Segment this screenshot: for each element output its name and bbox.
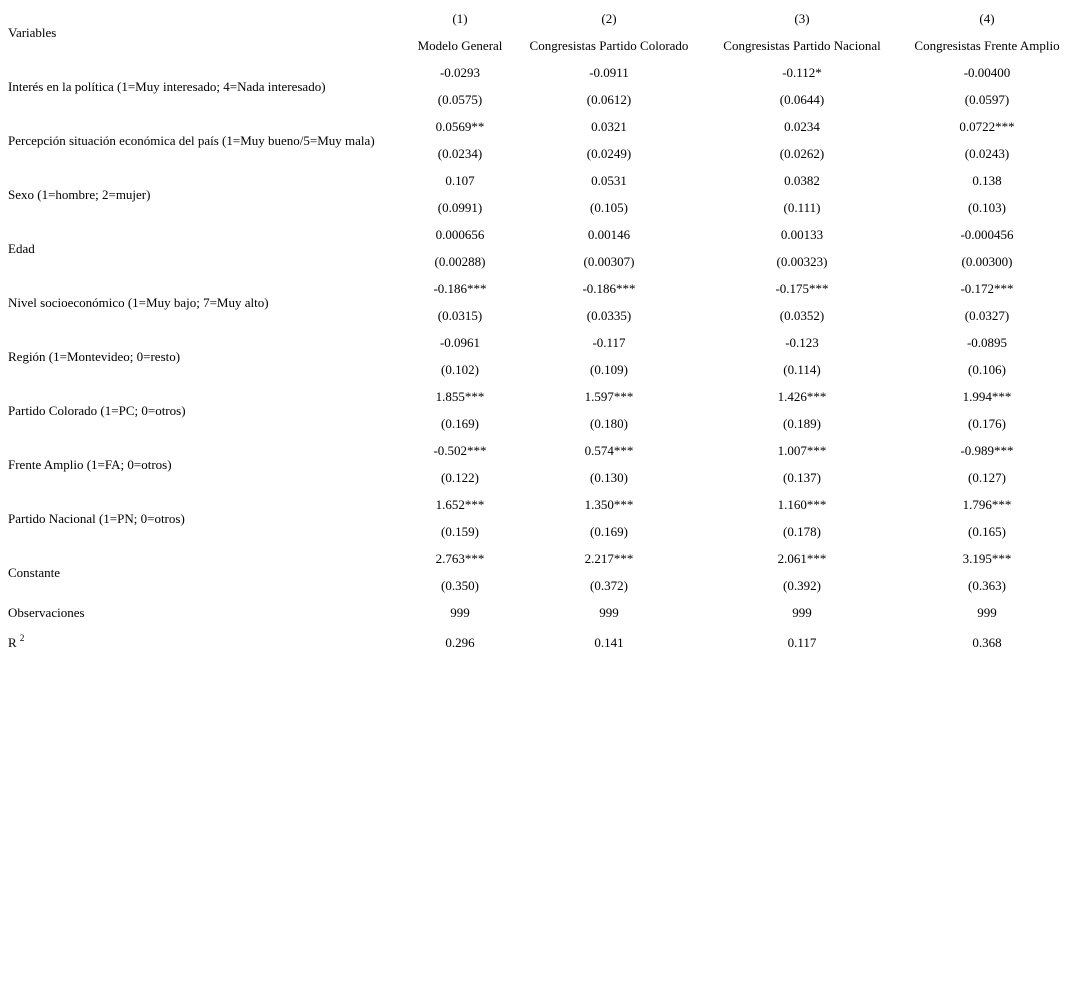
r-squared-value-3: 0.117 bbox=[787, 635, 817, 650]
standard-error-cell-3: (0.189) bbox=[783, 416, 821, 431]
coefficient-cell-3: -0.112* bbox=[782, 65, 822, 80]
standard-error-cell-2: (0.169) bbox=[590, 524, 628, 539]
coefficient-cell-1: -0.502*** bbox=[433, 443, 487, 458]
standard-error-cell-1: (0.00288) bbox=[434, 254, 486, 269]
observations-value-4: 999 bbox=[977, 605, 997, 620]
coefficient-cell-1: 0.000656 bbox=[435, 227, 485, 242]
coefficient-cell-4: -0.000456 bbox=[960, 227, 1014, 242]
coefficient-cell-4: 1.796*** bbox=[962, 497, 1012, 512]
column-number-1: (1) bbox=[452, 11, 468, 26]
coefficient-cell-2: 0.00146 bbox=[587, 227, 631, 242]
variable-label: Constante bbox=[8, 564, 60, 580]
variable-label: Partido Colorado (1=PC; 0=otros) bbox=[8, 402, 186, 418]
coefficient-cell-4: -0.00400 bbox=[963, 65, 1011, 80]
coefficient-row bbox=[4, 491, 1076, 518]
coefficient-cell-3: 1.160*** bbox=[777, 497, 827, 512]
coefficient-cell-1: -0.186*** bbox=[433, 281, 487, 296]
standard-error-cell-2: (0.0335) bbox=[586, 308, 632, 323]
coefficient-row bbox=[4, 329, 1076, 356]
standard-error-cell-3: (0.0644) bbox=[779, 92, 825, 107]
variable-label: Sexo (1=hombre; 2=mujer) bbox=[8, 186, 151, 202]
coefficient-cell-1: 1.652*** bbox=[435, 497, 485, 512]
standard-error-cell-1: (0.159) bbox=[441, 524, 479, 539]
variable-label: Frente Amplio (1=FA; 0=otros) bbox=[8, 456, 172, 472]
coefficient-cell-2: 1.597*** bbox=[584, 389, 634, 404]
standard-error-cell-4: (0.165) bbox=[968, 524, 1006, 539]
standard-error-cell-1: (0.0575) bbox=[437, 92, 483, 107]
variable-label: Percepción situación económica del país (1=Muy bueno/5=Muy mala) bbox=[8, 132, 375, 148]
coefficient-cell-2: -0.117 bbox=[592, 335, 626, 350]
variable-label: Región (1=Montevideo; 0=resto) bbox=[8, 348, 181, 364]
coefficient-cell-3: 1.426*** bbox=[777, 389, 827, 404]
coefficient-cell-2: 2.217*** bbox=[584, 551, 634, 566]
table-header bbox=[4, 5, 1076, 59]
variable-label: Edad bbox=[8, 240, 35, 256]
standard-error-cell-1: (0.169) bbox=[441, 416, 479, 431]
coefficient-cell-3: -0.175*** bbox=[775, 281, 829, 296]
standard-error-cell-2: (0.109) bbox=[590, 362, 628, 377]
column-title-4: Congresistas Frente Amplio bbox=[914, 38, 1060, 53]
standard-error-cell-4: (0.00300) bbox=[961, 254, 1013, 269]
coefficient-row bbox=[4, 59, 1076, 86]
standard-error-cell-3: (0.0352) bbox=[779, 308, 825, 323]
coefficient-row bbox=[4, 113, 1076, 140]
coefficient-cell-3: 0.0382 bbox=[784, 173, 820, 188]
standard-error-cell-1: (0.122) bbox=[441, 470, 479, 485]
coefficient-cell-3: 2.061*** bbox=[777, 551, 827, 566]
column-title-1: Modelo General bbox=[417, 38, 503, 53]
coefficient-row bbox=[4, 383, 1076, 410]
column-number-row bbox=[4, 5, 1076, 32]
table-body bbox=[4, 59, 1076, 659]
standard-error-cell-1: (0.0234) bbox=[437, 146, 483, 161]
coefficient-row bbox=[4, 167, 1076, 194]
coefficient-row bbox=[4, 437, 1076, 464]
variable-label: Interés en la política (1=Muy interesado; 4=Nada interesado) bbox=[8, 78, 326, 94]
standard-error-cell-4: (0.0327) bbox=[964, 308, 1010, 323]
standard-error-cell-2: (0.00307) bbox=[583, 254, 635, 269]
r-squared-value-1: 0.296 bbox=[445, 635, 475, 650]
coefficient-cell-2: 1.350*** bbox=[584, 497, 634, 512]
coefficient-cell-2: 0.0321 bbox=[591, 119, 627, 134]
observations-value-3: 999 bbox=[792, 605, 812, 620]
coefficient-cell-1: -0.0961 bbox=[439, 335, 481, 350]
standard-error-cell-2: (0.372) bbox=[590, 578, 628, 593]
column-number-3: (3) bbox=[794, 11, 810, 26]
standard-error-cell-4: (0.127) bbox=[968, 470, 1006, 485]
r-squared-superscript: 2 bbox=[19, 633, 25, 643]
coefficient-cell-1: -0.0293 bbox=[439, 65, 481, 80]
r-squared-value-2: 0.141 bbox=[594, 635, 624, 650]
standard-error-cell-3: (0.137) bbox=[783, 470, 821, 485]
regression-table bbox=[4, 5, 1076, 659]
coefficient-cell-1: 2.763*** bbox=[435, 551, 485, 566]
coefficient-cell-4: 3.195*** bbox=[962, 551, 1012, 566]
column-number-4: (4) bbox=[979, 11, 995, 26]
standard-error-cell-3: (0.111) bbox=[783, 200, 821, 215]
standard-error-cell-3: (0.0262) bbox=[779, 146, 825, 161]
coefficient-cell-4: -0.989*** bbox=[960, 443, 1014, 458]
coefficient-cell-4: -0.172*** bbox=[960, 281, 1014, 296]
standard-error-cell-4: (0.363) bbox=[968, 578, 1006, 593]
standard-error-cell-1: (0.102) bbox=[441, 362, 479, 377]
standard-error-cell-2: (0.105) bbox=[590, 200, 628, 215]
coefficient-cell-3: 0.00133 bbox=[780, 227, 824, 242]
observations-label: Observaciones bbox=[8, 605, 85, 620]
variable-label: Partido Nacional (1=PN; 0=otros) bbox=[8, 510, 185, 526]
coefficient-row bbox=[4, 545, 1076, 572]
column-number-2: (2) bbox=[601, 11, 617, 26]
variable-label: Nivel socioeconómico (1=Muy bajo; 7=Muy alto) bbox=[8, 294, 269, 310]
standard-error-cell-4: (0.0597) bbox=[964, 92, 1010, 107]
coefficient-cell-2: -0.0911 bbox=[589, 65, 629, 80]
standard-error-cell-4: (0.103) bbox=[968, 200, 1006, 215]
standard-error-cell-3: (0.392) bbox=[783, 578, 821, 593]
standard-error-cell-1: (0.0991) bbox=[437, 200, 483, 215]
column-title-2: Congresistas Partido Colorado bbox=[529, 38, 689, 53]
column-title-3: Congresistas Partido Nacional bbox=[723, 38, 881, 53]
variables-header: Variables bbox=[8, 24, 57, 40]
standard-error-cell-1: (0.0315) bbox=[437, 308, 483, 323]
standard-error-cell-4: (0.106) bbox=[968, 362, 1006, 377]
observations-value-2: 999 bbox=[599, 605, 619, 620]
coefficient-cell-2: 0.574*** bbox=[584, 443, 634, 458]
coefficient-cell-1: 1.855*** bbox=[435, 389, 485, 404]
standard-error-cell-2: (0.180) bbox=[590, 416, 628, 431]
coefficient-cell-1: 0.0569** bbox=[435, 119, 485, 134]
standard-error-cell-2: (0.130) bbox=[590, 470, 628, 485]
coefficient-row bbox=[4, 221, 1076, 248]
coefficient-cell-4: -0.0895 bbox=[966, 335, 1008, 350]
r-squared-row bbox=[4, 626, 1076, 659]
standard-error-cell-4: (0.0243) bbox=[964, 146, 1010, 161]
coefficient-cell-4: 0.0722*** bbox=[959, 119, 1015, 134]
r-squared-value-4: 0.368 bbox=[972, 635, 1002, 650]
r-squared-label-text: R bbox=[8, 635, 17, 650]
standard-error-cell-3: (0.00323) bbox=[776, 254, 828, 269]
r-squared-label bbox=[4, 626, 408, 659]
standard-error-cell-3: (0.114) bbox=[783, 362, 821, 377]
coefficient-cell-3: -0.123 bbox=[785, 335, 819, 350]
coefficient-cell-2: -0.186*** bbox=[582, 281, 636, 296]
standard-error-cell-2: (0.0249) bbox=[586, 146, 632, 161]
coefficient-cell-2: 0.0531 bbox=[591, 173, 627, 188]
coefficient-cell-3: 1.007*** bbox=[777, 443, 827, 458]
standard-error-cell-2: (0.0612) bbox=[586, 92, 632, 107]
standard-error-cell-1: (0.350) bbox=[441, 578, 479, 593]
standard-error-cell-4: (0.176) bbox=[968, 416, 1006, 431]
observations-value-1: 999 bbox=[450, 605, 470, 620]
standard-error-cell-3: (0.178) bbox=[783, 524, 821, 539]
coefficient-cell-3: 0.0234 bbox=[784, 119, 820, 134]
coefficient-row bbox=[4, 275, 1076, 302]
coefficient-cell-4: 0.138 bbox=[972, 173, 1002, 188]
observations-row bbox=[4, 599, 1076, 626]
coefficient-cell-4: 1.994*** bbox=[962, 389, 1012, 404]
coefficient-cell-1: 0.107 bbox=[445, 173, 475, 188]
